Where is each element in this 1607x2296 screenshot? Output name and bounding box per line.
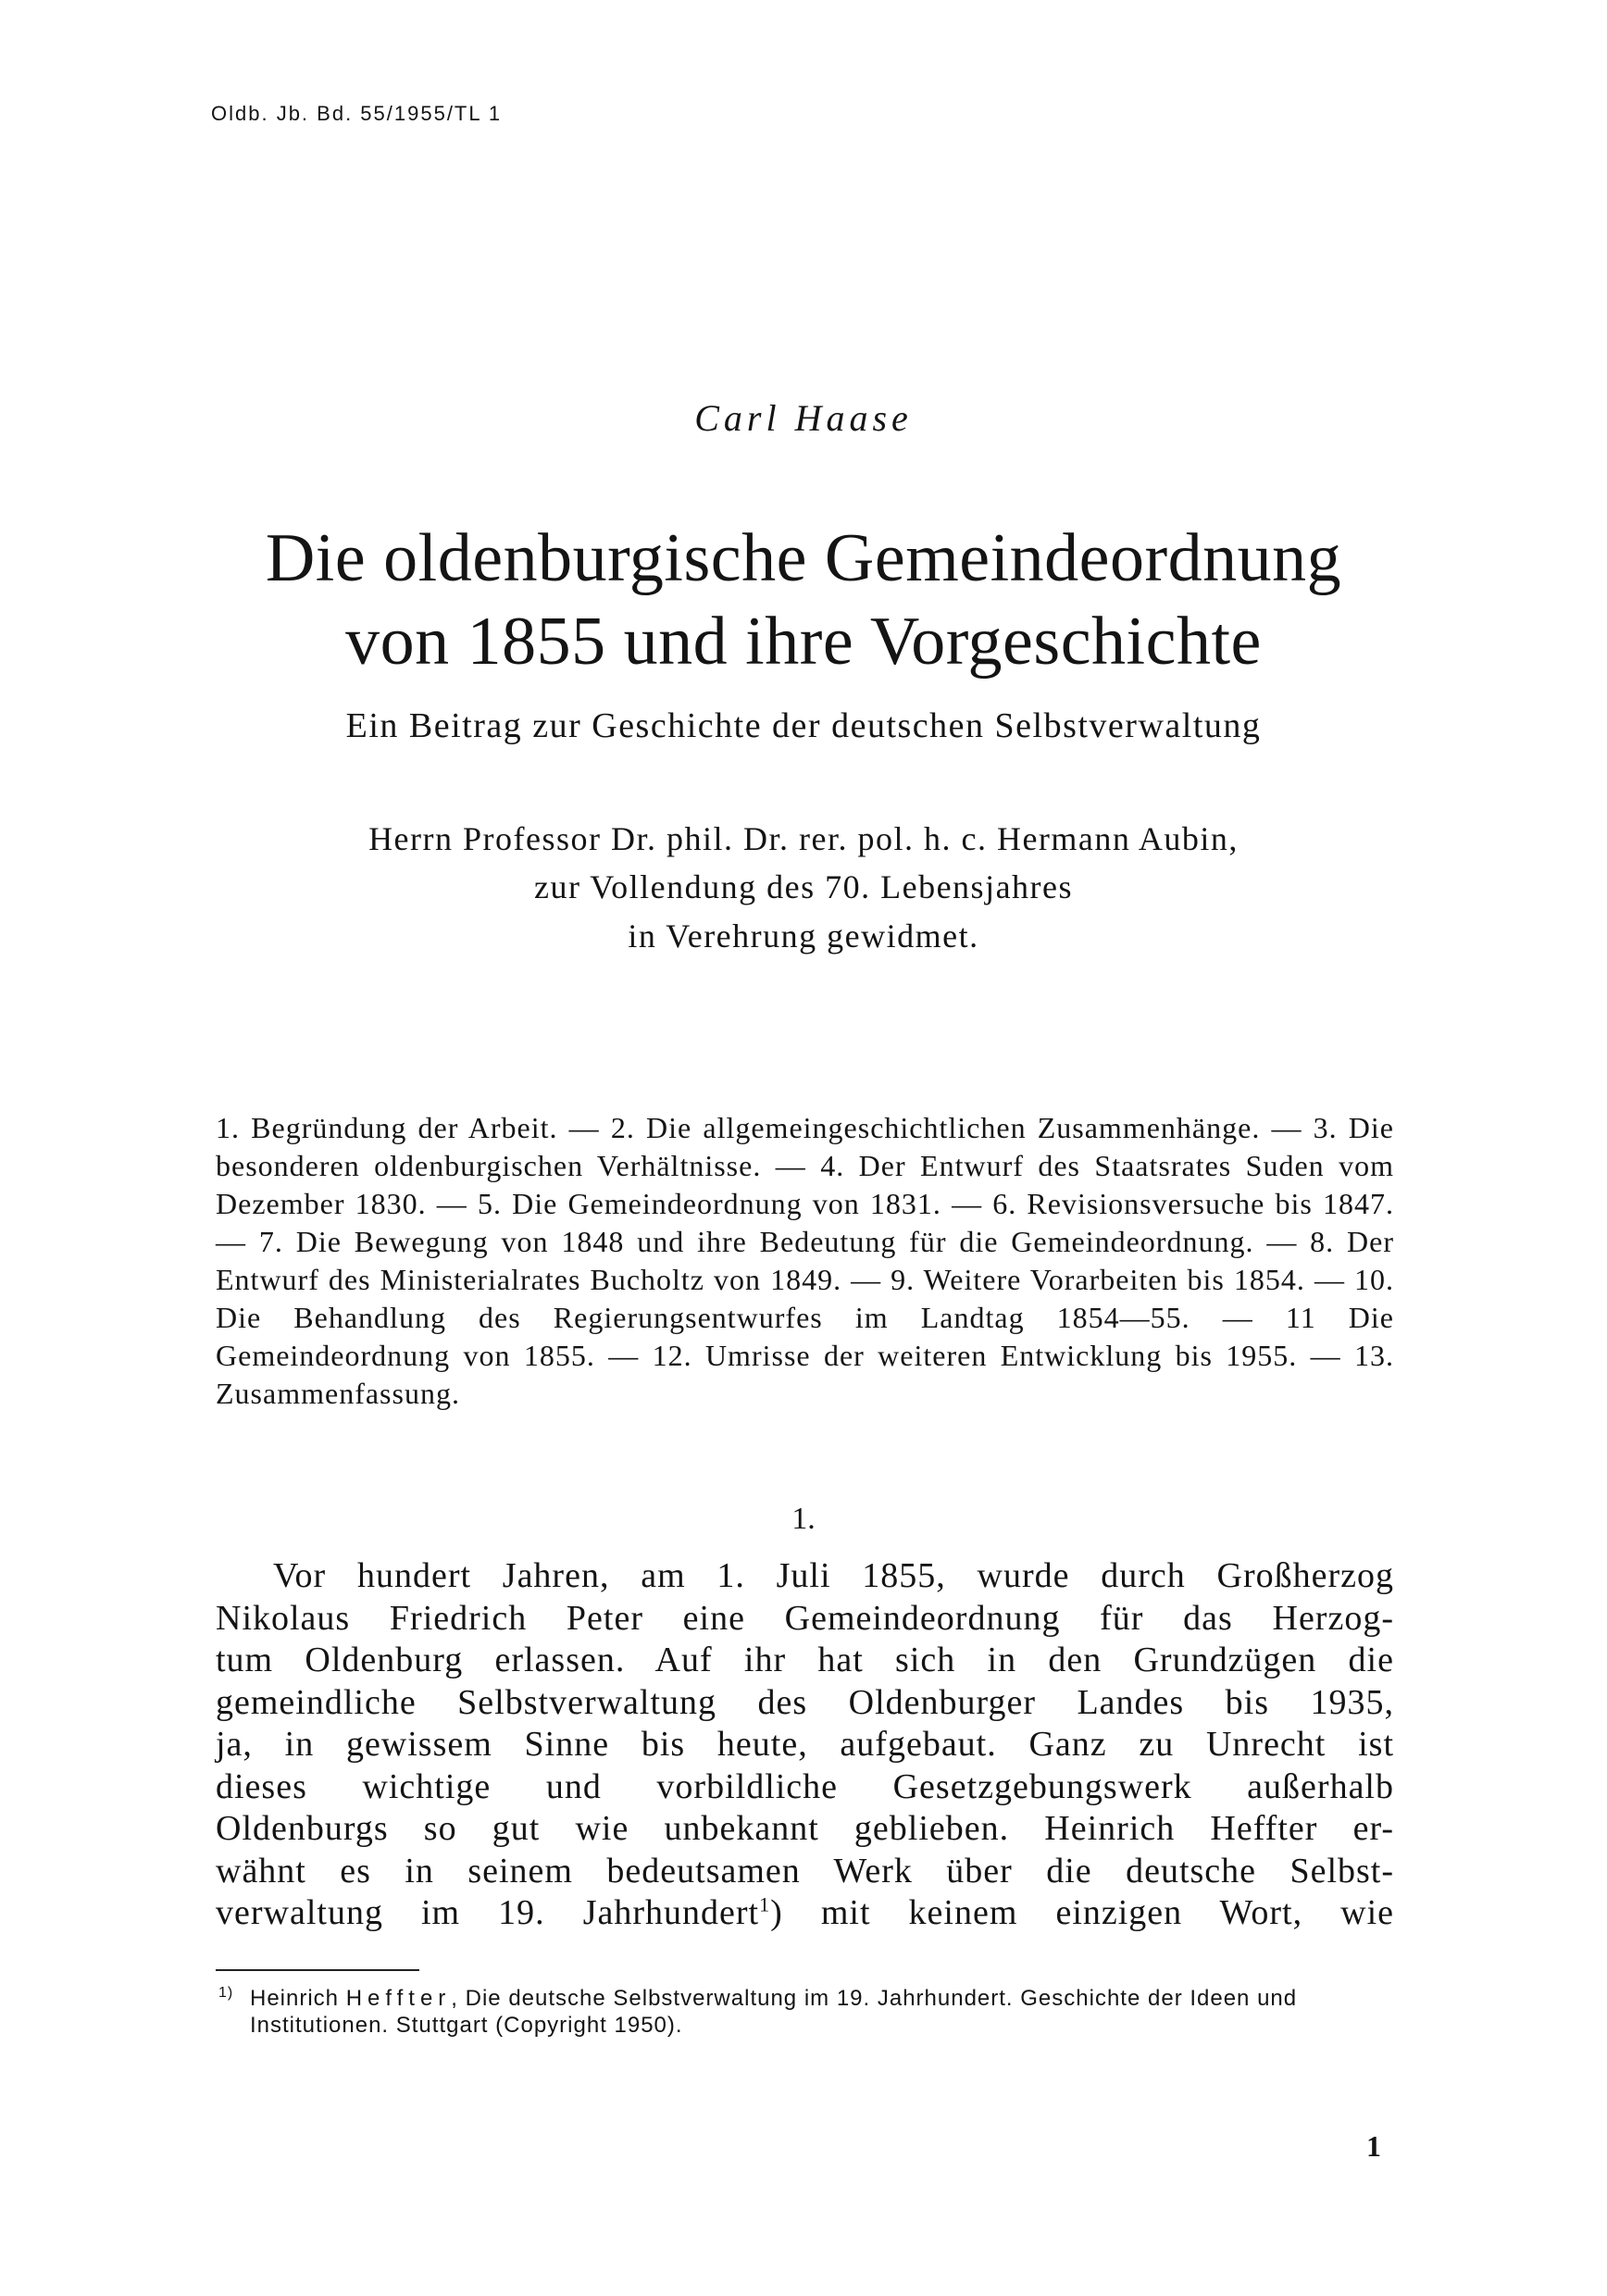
dedication-line-1: Herrn Professor Dr. phil. Dr. rer. pol. h. c. Hermann Aubin, (368, 820, 1239, 857)
body-line: wähnt es in seinem bedeutsamen Werk über die deutsche Selbst- (216, 1851, 1394, 1890)
author-name: Carl Haase (694, 397, 913, 439)
dedication-line-2: zur Vollendung des 70. Lebensjahres (533, 868, 1074, 905)
body-line: Vor hundert Jahren, am 1. Juli 1855, wurde durch Großherzog (273, 1556, 1394, 1595)
footnote-author: Heffter (345, 1986, 452, 2011)
body-line: tum Oldenburg erlassen. Auf ihr hat sich in den Grundzügen die (216, 1641, 1394, 1679)
article-subtitle: Ein Beitrag zur Geschichte der deutschen Selbstverwaltung (345, 706, 1262, 745)
journal-reference: Oldb. Jb. Bd. 55/1955/TL 1 (211, 102, 503, 125)
body-paragraph (216, 1555, 1394, 1935)
table-of-contents: 1. Begründung der Arbeit. — 2. Die allgemeingeschichtlichen Zusammenhänge. — 3. Die besonderen oldenburgischen Verhältnisse. — 4. Der Entwurf des Staatsrates Suden vom Dezember 1830. — 5. Die Gemeindeordnung von 1831. — 6. Revisionsversuche bis 1847. — 7. Die Bewegung von 1848 und ihre Bedeutung für die Gemeindeordnung. — 8. Der Entwurf des Ministerialrates Bucholtz von 1849. — 9. Weitere Vorarbeiten bis 1854. — 10. Die Behandlung des Regierungsentwurfes im Landtag 1854—55. — 11 Die Gemeindeordnung von 1855. — 12. Umrisse der weiteren Entwicklung bis 1955. — 13. Zusammenfassung. (216, 1111, 1394, 1410)
article-title-line-2: von 1855 und ihre Vorgeschichte (345, 604, 1262, 680)
body-line: dieses wichtige und vorbildliche Gesetzgebungswerk außerhalb (216, 1766, 1394, 1806)
body-line: Oldenburgs so gut wie unbekannt geblieben. Heinrich Heffter er- (216, 1809, 1394, 1848)
footnote: 1) Heinrich Heffter, Die deutsche Selbstverwaltung im 19. Jahrhundert. Geschichte der Ideen und Institutionen. Stuttgart (Copyright 1950). (250, 1985, 1394, 2039)
body-line: Nikolaus Friedrich Peter eine Gemeindeordnung für das Herzog- (216, 1598, 1394, 1638)
article-title-line-1: Die oldenburgische Gemeindeordnung (265, 520, 1342, 596)
body-line: verwaltung im 19. Jahrhundert$^1$) mit keinem einzigen Wort, wie (216, 1892, 1395, 1932)
section-number: 1. (791, 1502, 816, 1536)
dedication-line-3: in Verehrung gewidmet. (628, 917, 979, 955)
footnote-reference: 1 (759, 1892, 771, 1916)
footnote-separator (216, 1969, 419, 1971)
footnote-mark: 1) (218, 1985, 234, 2001)
body-line: gemeindliche Selbstverwaltung des Oldenburger Landes bis 1935, (216, 1682, 1394, 1722)
page-number: 1 (1366, 2129, 1381, 2163)
body-line: ja, in gewissem Sinne bis heute, aufgebaut. Ganz zu Unrecht ist (216, 1725, 1394, 1764)
